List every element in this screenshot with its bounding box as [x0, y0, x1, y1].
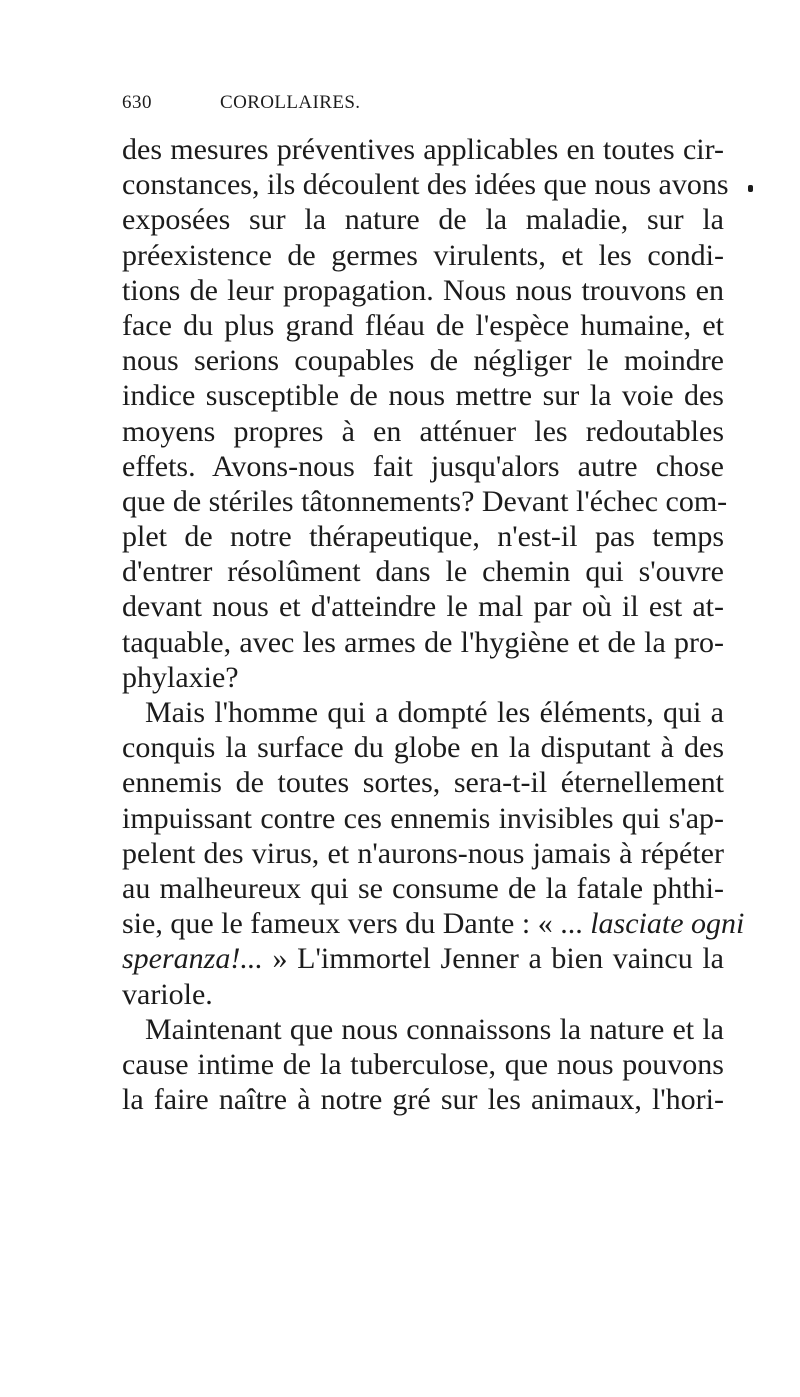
text-line: indice susceptible de nous mettre sur la voie des: [122, 379, 724, 413]
margin-mark: [748, 185, 753, 192]
text-span: sie, que le fameux vers du Dante : « ...: [122, 907, 583, 941]
text-line: au malheureux qui se consume de la fatale phthi-: [122, 871, 724, 905]
quote-italic: speranza!...: [122, 942, 263, 976]
text-line: tions de leur propagation. Nous nous trouvons en: [122, 273, 724, 307]
text-line: [122, 941, 724, 976]
text-line: des mesures préventives applicables en toutes cir-: [122, 133, 724, 166]
running-head: COROLLAIRES.: [220, 92, 361, 113]
text-line: la faire naître à notre gré sur les animaux, l'hori-: [122, 1083, 724, 1117]
text-line: Maintenant que nous connaissons la nature et la: [145, 1012, 724, 1046]
text-line: phylaxie?: [122, 660, 239, 694]
text-line: préexistence de germes virulents, et les condi-: [122, 238, 724, 272]
text-line: taquable, avec les armes de l'hygiène et de la pro-: [122, 625, 724, 659]
quote-italic: lasciate ogni: [590, 907, 745, 941]
text-line: d'entrer résolûment dans le chemin qui s'ouvre: [122, 555, 724, 589]
text-line: conquis la surface du globe en la disputant à des: [122, 731, 724, 765]
text-line: face du plus grand fléau de l'espèce humaine, et: [122, 308, 724, 342]
text-line: que de stériles tâtonnements? Devant l'échec com-: [122, 484, 728, 518]
text-line: nous serions coupables de négliger le moindre: [122, 344, 724, 378]
text-line: impuissant contre ces ennemis invisibles qui s'ap-: [122, 801, 724, 835]
text-line: cause intime de la tuberculose, que nous pouvons: [122, 1047, 724, 1081]
text-line: moyens propres à en atténuer les redoutables: [122, 414, 724, 448]
page-number: 630: [122, 92, 152, 113]
text-line: plet de notre thérapeutique, n'est-il pas temps: [122, 520, 724, 554]
text-line: devant nous et d'atteindre le mal par où il est at-: [122, 590, 724, 624]
text-line: [122, 906, 745, 941]
text-line: effets. Avons-nous fait jusqu'alors autre chose: [122, 449, 724, 483]
text-line: pelent des virus, et n'aurons-nous jamais à répéter: [122, 836, 724, 870]
body-text: [122, 132, 745, 1117]
text-line: Mais l'homme qui a dompté les éléments, qui a: [145, 696, 724, 729]
text-span: » L'immortel Jenner a bien vaincu la: [272, 942, 724, 976]
text-line: ennemis de toutes sortes, sera-t-il éternellement: [122, 766, 724, 800]
text-line: constances, ils découlent des idées que nous avons: [122, 168, 729, 202]
text-line: exposées sur la nature de la maladie, sur la: [122, 203, 724, 237]
text-line: variole.: [122, 977, 213, 1011]
page-header: [122, 92, 722, 118]
